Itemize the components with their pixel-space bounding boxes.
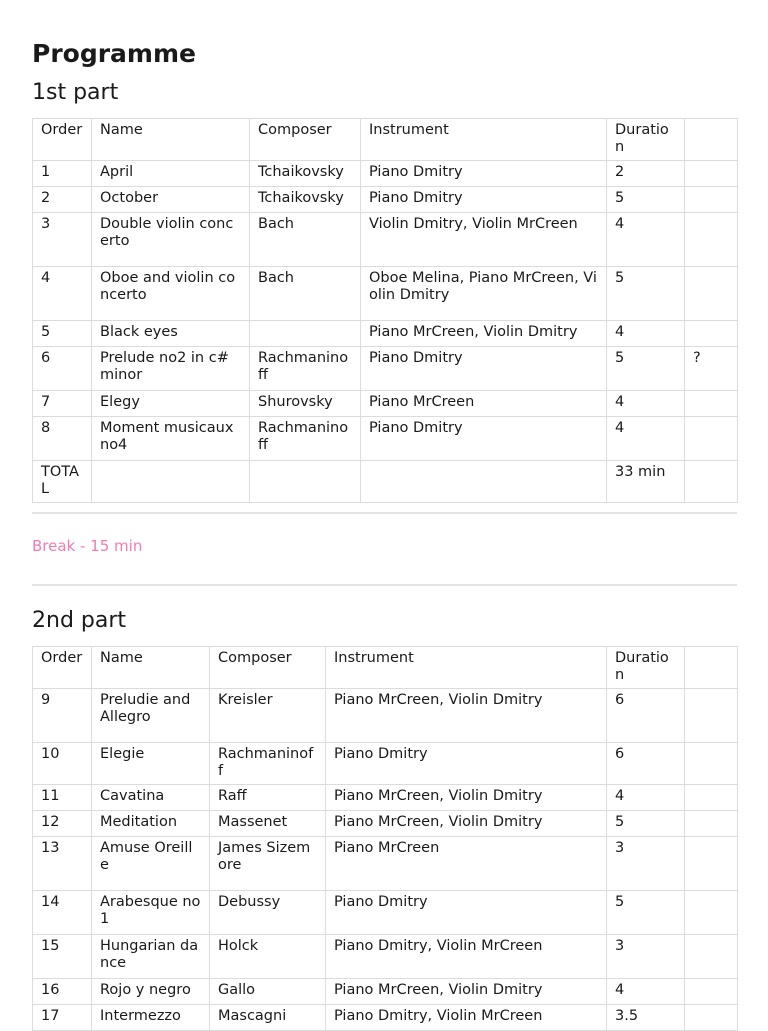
table-row	[33, 811, 738, 837]
table-cell: 14	[33, 891, 92, 935]
table-row	[33, 979, 738, 1005]
table-cell: 4	[33, 267, 92, 321]
table-cell: Violin Dmitry, Violin MrCreen	[361, 213, 607, 267]
table-row	[33, 743, 738, 785]
table-cell	[685, 213, 738, 267]
table-cell: 6	[607, 689, 685, 743]
table-cell: Moment musicaux no4	[92, 417, 250, 461]
table-cell: 5	[607, 811, 685, 837]
column-header: Name	[92, 647, 210, 689]
table-cell: Piano Dmitry	[326, 891, 607, 935]
table-cell: Gallo	[210, 979, 326, 1005]
table-cell: Amuse Oreille	[92, 837, 210, 891]
column-header: Order	[33, 119, 92, 161]
table-cell: Arabesque no1	[92, 891, 210, 935]
table-cell: Prelude no2 in c# minor	[92, 347, 250, 391]
table-cell: TOTAL	[33, 461, 92, 503]
table-row	[33, 187, 738, 213]
page-title: Programme	[32, 39, 196, 68]
part2-heading: 2nd part	[32, 608, 127, 633]
table-cell: Tchaikovsky	[250, 161, 361, 187]
table-cell: Intermezzo	[92, 1005, 210, 1031]
table-row	[33, 837, 738, 891]
table-cell: Piano Dmitry	[361, 347, 607, 391]
table-cell: Piano MrCreen	[361, 391, 607, 417]
table-row	[33, 891, 738, 935]
table-cell: Tchaikovsky	[250, 187, 361, 213]
table-cell: 6	[33, 347, 92, 391]
table-cell: 2	[607, 161, 685, 187]
table-cell: Rachmaninoff	[250, 417, 361, 461]
table-cell: Piano MrCreen, Violin Dmitry	[326, 689, 607, 743]
table-cell: Piano Dmitry	[361, 187, 607, 213]
table-row	[33, 267, 738, 321]
table-cell: Bach	[250, 267, 361, 321]
table-cell: 5	[607, 187, 685, 213]
table-row	[33, 391, 738, 417]
table-cell	[685, 811, 738, 837]
table-row	[33, 161, 738, 187]
table-cell	[92, 461, 250, 503]
column-header: Name	[92, 119, 250, 161]
table-cell: 4	[607, 417, 685, 461]
table-cell: Double violin concerto	[92, 213, 250, 267]
table-cell: Meditation	[92, 811, 210, 837]
table-cell: Piano Dmitry, Violin MrCreen	[326, 1005, 607, 1031]
table-cell	[250, 461, 361, 503]
part1-heading: 1st part	[32, 80, 119, 105]
table-cell: Holck	[210, 935, 326, 979]
table-cell: ?	[685, 347, 738, 391]
table-cell: 4	[607, 321, 685, 347]
table-cell	[685, 935, 738, 979]
table-cell: 5	[33, 321, 92, 347]
table-cell: Massenet	[210, 811, 326, 837]
table-cell: Piano MrCreen, Violin Dmitry	[326, 785, 607, 811]
table-cell: Piano MrCreen, Violin Dmitry	[326, 979, 607, 1005]
table-row	[33, 213, 738, 267]
table-cell: Shurovsky	[250, 391, 361, 417]
table-row	[33, 1005, 738, 1031]
table-cell: 2	[33, 187, 92, 213]
table-header-row	[33, 119, 738, 161]
table-cell: Elegy	[92, 391, 250, 417]
divider-top	[32, 512, 737, 514]
table-cell: Cavatina	[92, 785, 210, 811]
table-cell	[685, 743, 738, 785]
table-cell: 13	[33, 837, 92, 891]
table-cell: Piano Dmitry	[361, 161, 607, 187]
table-row	[33, 347, 738, 391]
table-cell: 10	[33, 743, 92, 785]
column-header: Order	[33, 647, 92, 689]
column-header: Duration	[607, 119, 685, 161]
table-cell	[685, 689, 738, 743]
column-header: Duration	[607, 647, 685, 689]
table-cell: 3.5	[607, 1005, 685, 1031]
table-cell: Piano MrCreen	[326, 837, 607, 891]
table-cell: 16	[33, 979, 92, 1005]
table-cell: April	[92, 161, 250, 187]
break-note: Break - 15 min	[32, 537, 143, 555]
table-cell: 12	[33, 811, 92, 837]
table-cell: Kreisler	[210, 689, 326, 743]
table-cell: Piano Dmitry, Violin MrCreen	[326, 935, 607, 979]
table-cell: Oboe and violin concerto	[92, 267, 250, 321]
table-cell: Elegie	[92, 743, 210, 785]
table-cell: Piano Dmitry	[326, 743, 607, 785]
table-cell: 4	[607, 979, 685, 1005]
table-cell	[685, 161, 738, 187]
table-cell: Piano MrCreen, Violin Dmitry	[361, 321, 607, 347]
table-cell: Rachmaninoff	[250, 347, 361, 391]
table-cell: Debussy	[210, 891, 326, 935]
column-header: Instrument	[326, 647, 607, 689]
table-cell: Piano MrCreen, Violin Dmitry	[326, 811, 607, 837]
table-cell: Rojo y negro	[92, 979, 210, 1005]
table-cell: Bach	[250, 213, 361, 267]
table-cell: 17	[33, 1005, 92, 1031]
table-cell: 1	[33, 161, 92, 187]
column-header: Composer	[210, 647, 326, 689]
column-header	[685, 119, 738, 161]
column-header: Instrument	[361, 119, 607, 161]
table-row	[33, 785, 738, 811]
divider-bottom	[32, 584, 737, 586]
table-row	[33, 321, 738, 347]
part2-table	[32, 646, 738, 1031]
table-cell: Raff	[210, 785, 326, 811]
table-cell	[685, 1005, 738, 1031]
table-cell: Black eyes	[92, 321, 250, 347]
table-cell: James Sizemore	[210, 837, 326, 891]
table-cell: Piano Dmitry	[361, 417, 607, 461]
table-cell	[685, 837, 738, 891]
table-cell: 33 min	[607, 461, 685, 503]
table-cell: 5	[607, 267, 685, 321]
table-cell	[685, 979, 738, 1005]
table-row	[33, 461, 738, 503]
table-cell: Oboe Melina, Piano MrCreen, Violin Dmitry	[361, 267, 607, 321]
table-cell: Preludie and Allegro	[92, 689, 210, 743]
table-cell: October	[92, 187, 250, 213]
column-header	[685, 647, 738, 689]
table-cell	[685, 321, 738, 347]
table-row	[33, 689, 738, 743]
table-cell	[685, 187, 738, 213]
table-cell	[685, 267, 738, 321]
table-row	[33, 935, 738, 979]
table-cell	[685, 785, 738, 811]
table-cell: 9	[33, 689, 92, 743]
table-cell: Rachmaninoff	[210, 743, 326, 785]
column-header: Composer	[250, 119, 361, 161]
table-cell: 3	[33, 213, 92, 267]
table-cell: 4	[607, 785, 685, 811]
table-cell: 5	[607, 891, 685, 935]
table-cell: 3	[607, 837, 685, 891]
table-cell: 5	[607, 347, 685, 391]
table-row	[33, 417, 738, 461]
table-cell: 8	[33, 417, 92, 461]
table-cell	[361, 461, 607, 503]
table-cell: 11	[33, 785, 92, 811]
table-cell: Hungarian dance	[92, 935, 210, 979]
table-cell	[250, 321, 361, 347]
table-cell	[685, 891, 738, 935]
table-cell: Mascagni	[210, 1005, 326, 1031]
table-cell: 4	[607, 213, 685, 267]
table-cell: 4	[607, 391, 685, 417]
table-cell: 7	[33, 391, 92, 417]
part1-table	[32, 118, 738, 503]
table-cell: 3	[607, 935, 685, 979]
table-cell	[685, 461, 738, 503]
table-cell	[685, 391, 738, 417]
table-header-row	[33, 647, 738, 689]
table-cell	[685, 417, 738, 461]
table-cell: 6	[607, 743, 685, 785]
table-cell: 15	[33, 935, 92, 979]
